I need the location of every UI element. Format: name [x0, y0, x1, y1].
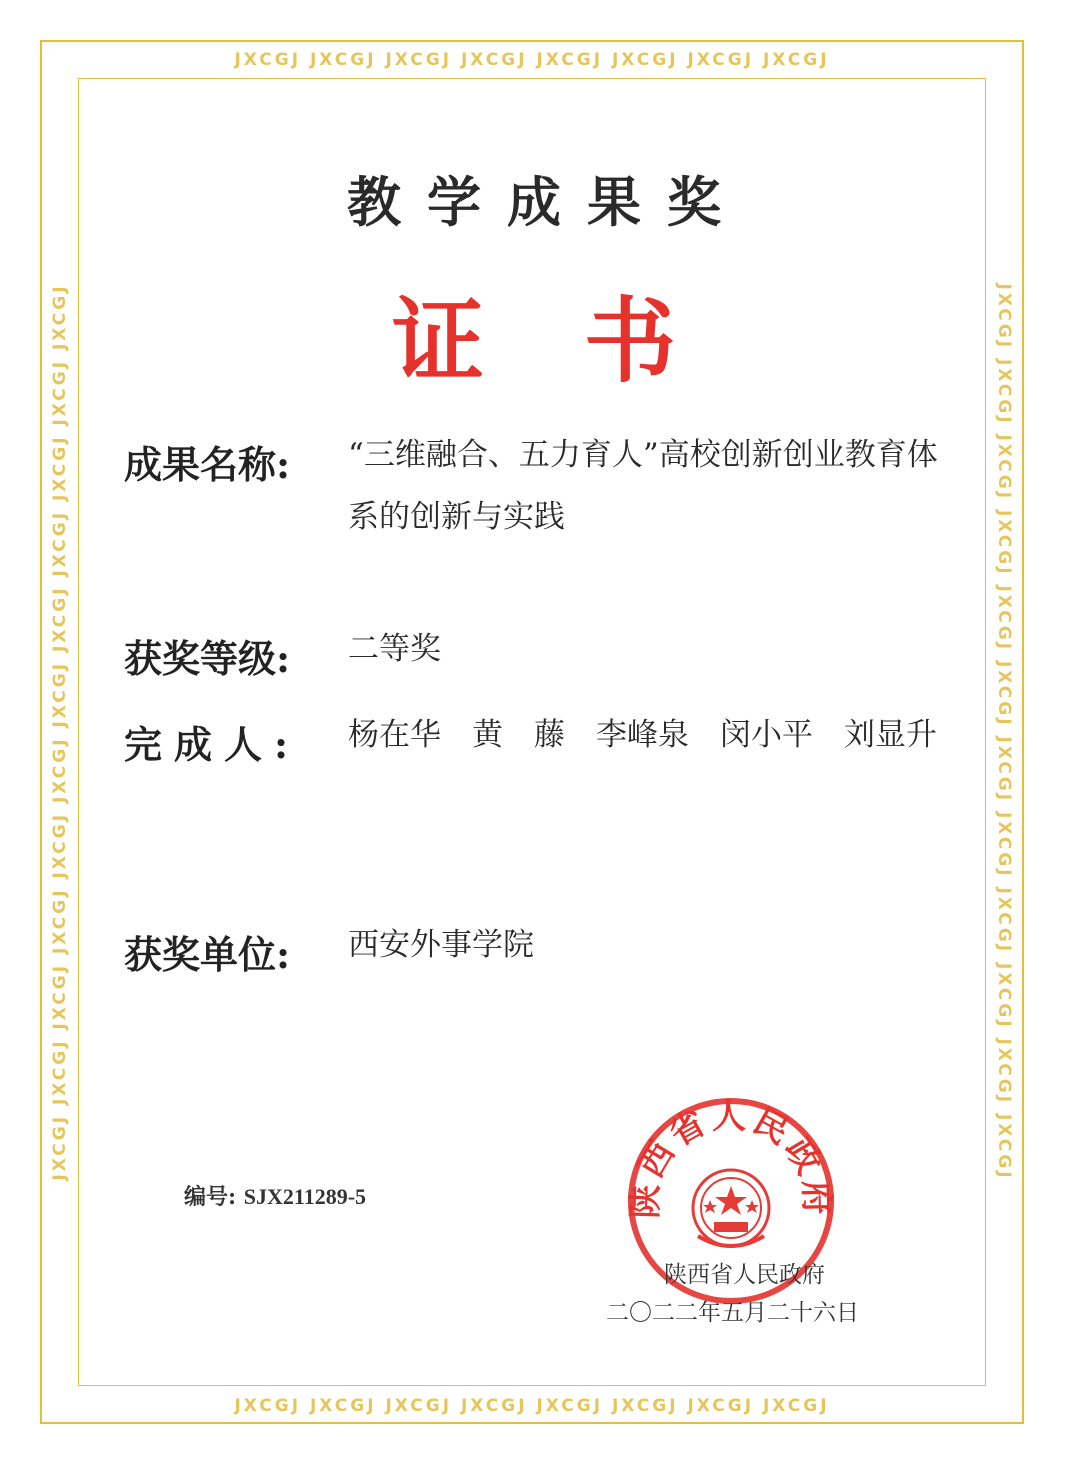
serial-number: [184, 1180, 366, 1211]
unit-value: 西安外事学院: [348, 927, 534, 963]
completers-value: 杨在华 黄 藤 李峰泉 闵小平 刘显升: [348, 717, 937, 753]
national-emblem-icon: [693, 1170, 769, 1246]
award-level-label: 获奖等级:: [124, 636, 291, 681]
border-pattern-right: JXCGJ JXCGJ JXCGJ JXCGJ JXCGJ JXCGJ JXCGJ JXCGJ JXCGJ JXCGJ JXCGJ JXCGJ: [994, 283, 1014, 1181]
seal-text: 陕西省人民政府: [626, 1096, 836, 1220]
award-title: 教学成果奖: [347, 170, 747, 234]
achievement-label: 成果名称:: [124, 442, 291, 487]
border-pattern-bottom: JXCGJ JXCGJ JXCGJ JXCGJ JXCGJ JXCGJ JXCGJ JXCGJ: [234, 1396, 830, 1416]
serial-label: 编号:: [184, 1184, 237, 1210]
border-pattern-top: JXCGJ JXCGJ JXCGJ JXCGJ JXCGJ JXCGJ JXCGJ JXCGJ: [234, 50, 830, 70]
certificate-title: 证书: [391, 287, 776, 395]
award-level-value: 二等奖: [348, 631, 441, 667]
achievement-value: “三维融合、五力育人”高校创新创业教育体系的创新与实践: [348, 437, 938, 535]
unit-label: 获奖单位:: [124, 932, 291, 977]
issuer-name: 陕西省人民政府: [664, 1262, 825, 1288]
border-pattern-left: JXCGJ JXCGJ JXCGJ JXCGJ JXCGJ JXCGJ JXCGJ JXCGJ JXCGJ JXCGJ JXCGJ JXCGJ: [50, 283, 70, 1181]
completers-label: 完成人:: [124, 722, 301, 767]
issue-date: 二〇二二年五月二十六日: [606, 1300, 859, 1326]
serial-value: SJX211289-5: [243, 1184, 367, 1209]
